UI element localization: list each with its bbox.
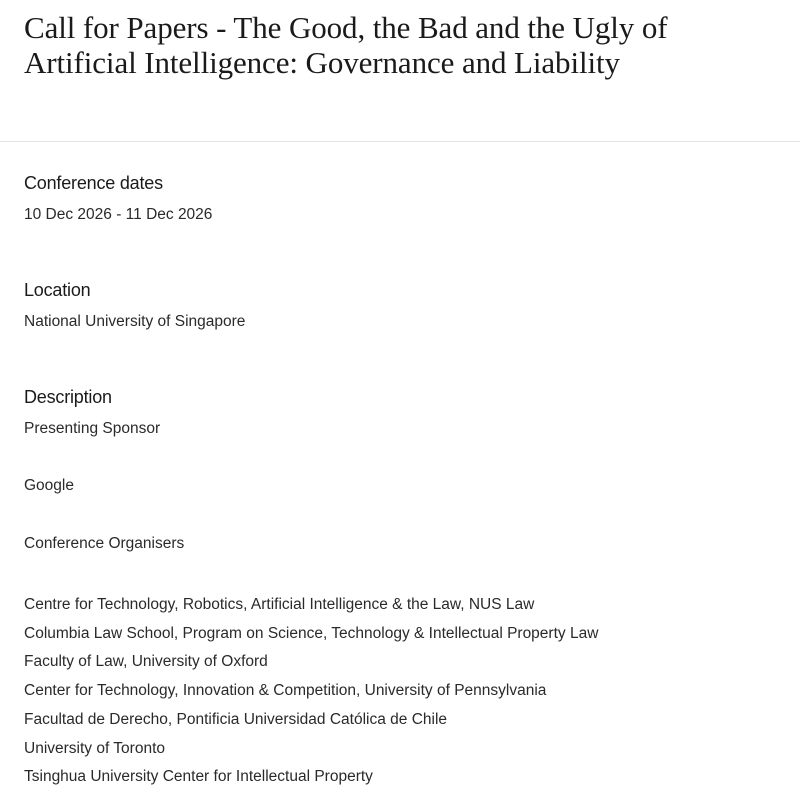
location-value: National University of Singapore xyxy=(24,313,246,330)
list-item: Center for Technology, Innovation & Competition, University of Pennsylvania xyxy=(24,682,547,700)
presenting-sponsor-label: Presenting Sponsor xyxy=(24,420,161,437)
page-header xyxy=(0,0,800,142)
sponsor-name: Google xyxy=(24,477,74,494)
list-item: Tsinghua University Center for Intellectual Property xyxy=(24,768,373,786)
list-item: Columbia Law School, Program on Science, Technology & Intellectual Property Law xyxy=(24,624,599,642)
page-title: Call for Papers - The Good, the Bad and the Ugly of Artificial Intelligence: Governance and Liability xyxy=(24,10,668,80)
location-heading: Location xyxy=(24,280,91,300)
list-item: University of Toronto xyxy=(24,739,165,757)
list-item: Centre for Technology, Robotics, Artificial Intelligence & the Law, NUS Law xyxy=(24,596,535,613)
list-item: Faculty of Law, University of Oxford xyxy=(24,653,268,671)
list-item: Facultad de Derecho, Pontificia Universidad Católica de Chile xyxy=(24,710,448,728)
conference-dates-value: 10 Dec 2026 - 11 Dec 2026 xyxy=(24,206,213,223)
description-heading: Description xyxy=(24,387,112,407)
organisers-list xyxy=(24,591,598,792)
conference-dates-heading: Conference dates xyxy=(24,173,163,193)
conference-organisers-label: Conference Organisers xyxy=(24,535,185,552)
